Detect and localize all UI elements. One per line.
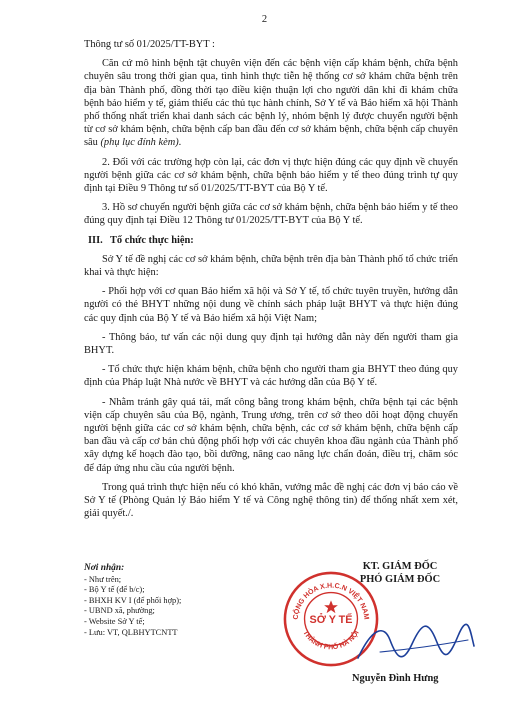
signer-name: Nguyễn Đình Hưng <box>352 673 439 684</box>
appendix-note: (phụ lục đính kèm) <box>100 137 179 149</box>
handwritten-signature-icon <box>350 610 480 674</box>
recipient-item: - Bộ Y tế (để b/c); <box>84 585 145 595</box>
recipient-item: - UBND xã, phường; <box>84 606 155 616</box>
section-heading: III. Tổ chức thực hiện: <box>88 234 194 246</box>
signature-role-1: KT. GIÁM ĐỐC <box>362 561 438 572</box>
seal-ring-text: CỘNG HÒA X.H.C.N VIỆT NAM <box>292 582 370 621</box>
document-body <box>84 38 458 527</box>
bullet-item: - Nhằm tránh gây quá tải, mất công bằng trong khám bệnh, chữa bệnh tại các bệnh viện cấp chuyên sâu của Bộ, ngành, Trung ương, trên cơ sở theo dõi hoạt động chuyển người bệnh giữa các cơ sở khám bệnh, chữa bệnh, các cơ sở khám bệnh, chữa bệnh cấp ban đầu và cấp cơ bản chủ động phối hợp với các chuyên khoa đầu ngành của Thành phố xây dựng kế hoạch đào tạo, bồi dưỡng, nâng cao năng lực chẩn đoán, điều trị, chăm sóc để đáp ứng nhu cầu của người bệnh. <box>84 396 458 474</box>
recipients-title: Nơi nhận: <box>84 563 125 573</box>
recipients-list <box>84 575 284 639</box>
recipient-item: - BHXH KV I (để phối hợp); <box>84 595 182 605</box>
paragraph-1: Căn cứ mô hình bệnh tật chuyên viện đến các bệnh viện cấp khám bệnh, chữa bệnh chuyên sâu trong thời gian qua, tình hình thực tiễn hệ thống cơ sở khám chữa bệnh trên địa bàn Thành phố, đồng thời tạo điều kiện thuận lợi cho người dân khi đi khám chữa bệnh bảo hiểm y tế, giảm thiểu các thủ tục hành chính, Sở Y tế và Bảo hiểm xã hội Thành phố thống nhất triển khai danh sách các bệnh lý, nhóm bệnh lý được chuyển người bệnh từ cơ sở khám bệnh, chữa bệnh cấp ban đầu đến cơ sở khám bệnh, chữa bệnh cấp chuyên sâu (phụ lục đính kèm). <box>84 58 458 149</box>
paragraph-5: Trong quá trình thực hiện nếu có khó khăn, vướng mắc đề nghị các đơn vị báo cáo về Sở Y tế (Phòng Quản lý Bảo hiểm Y tế và Công nghệ thông tin) để thống nhất xem xét, giải quyết./. <box>84 481 458 520</box>
bullet-item: - Thông báo, tư vấn các nội dung quy định tại hướng dẫn này đến người tham gia BHYT. <box>84 331 458 357</box>
seal-center-text: SỞ Y TẾ <box>309 613 353 626</box>
bullet-item: - Phối hợp với cơ quan Bảo hiểm xã hội và Sở Y tế, tổ chức tuyên truyền, hướng dẫn người có thẻ BHYT những nội dung về chính sách pháp luật BHYT và thực hiện đúng các quy định của Bộ Y tế và Bảo hiểm xã hội Việt Nam; <box>84 286 458 324</box>
recipient-item: - Lưu: VT, QLBHYTCNTT <box>84 627 178 637</box>
signature-role-2: PHÓ GIÁM ĐỐC <box>359 574 441 585</box>
paragraph-4: Sở Y tế đề nghị các cơ sở khám bệnh, chữa bệnh trên địa bàn Thành phố tổ chức triển khai và thực hiện: <box>84 253 458 279</box>
recipient-item: - Website Sở Y tế; <box>84 616 145 626</box>
paragraph-2: 2. Đối với các trường hợp còn lại, các đơn vị thực hiện đúng các quy định về chuyển người bệnh giữa các cơ sở khám bệnh, chữa bệnh bảo hiểm y tế theo đúng trình tự quy định tại Điều 9 Thông tư số 01/2025/TT-BYT của Bộ Y tế. <box>84 156 458 195</box>
seal-bottom-text: THÀNH PHỐ HÀ NỘI <box>301 629 361 652</box>
paragraph-3: 3. Hồ sơ chuyển người bệnh giữa các cơ sở khám bệnh, chữa bệnh bảo hiểm y tế theo đúng quy định tại Điều 12 Thông tư 01/2025/TT-BYT của Bộ Y tế. <box>84 202 458 227</box>
seal-star-icon <box>324 600 338 613</box>
bullet-item: - Tổ chức thực hiện khám bệnh, chữa bệnh cho người tham gia BHYT theo đúng quy định của Pháp luật Nhà nước về BHYT và các hướng dẫn của Bộ Y tế. <box>84 364 458 389</box>
recipients-block <box>84 563 284 638</box>
page-number: 2 <box>261 14 268 25</box>
recipient-item: - Như trên; <box>84 574 122 584</box>
intro-line: Thông tư số 01/2025/TT-BYT : <box>84 39 215 50</box>
